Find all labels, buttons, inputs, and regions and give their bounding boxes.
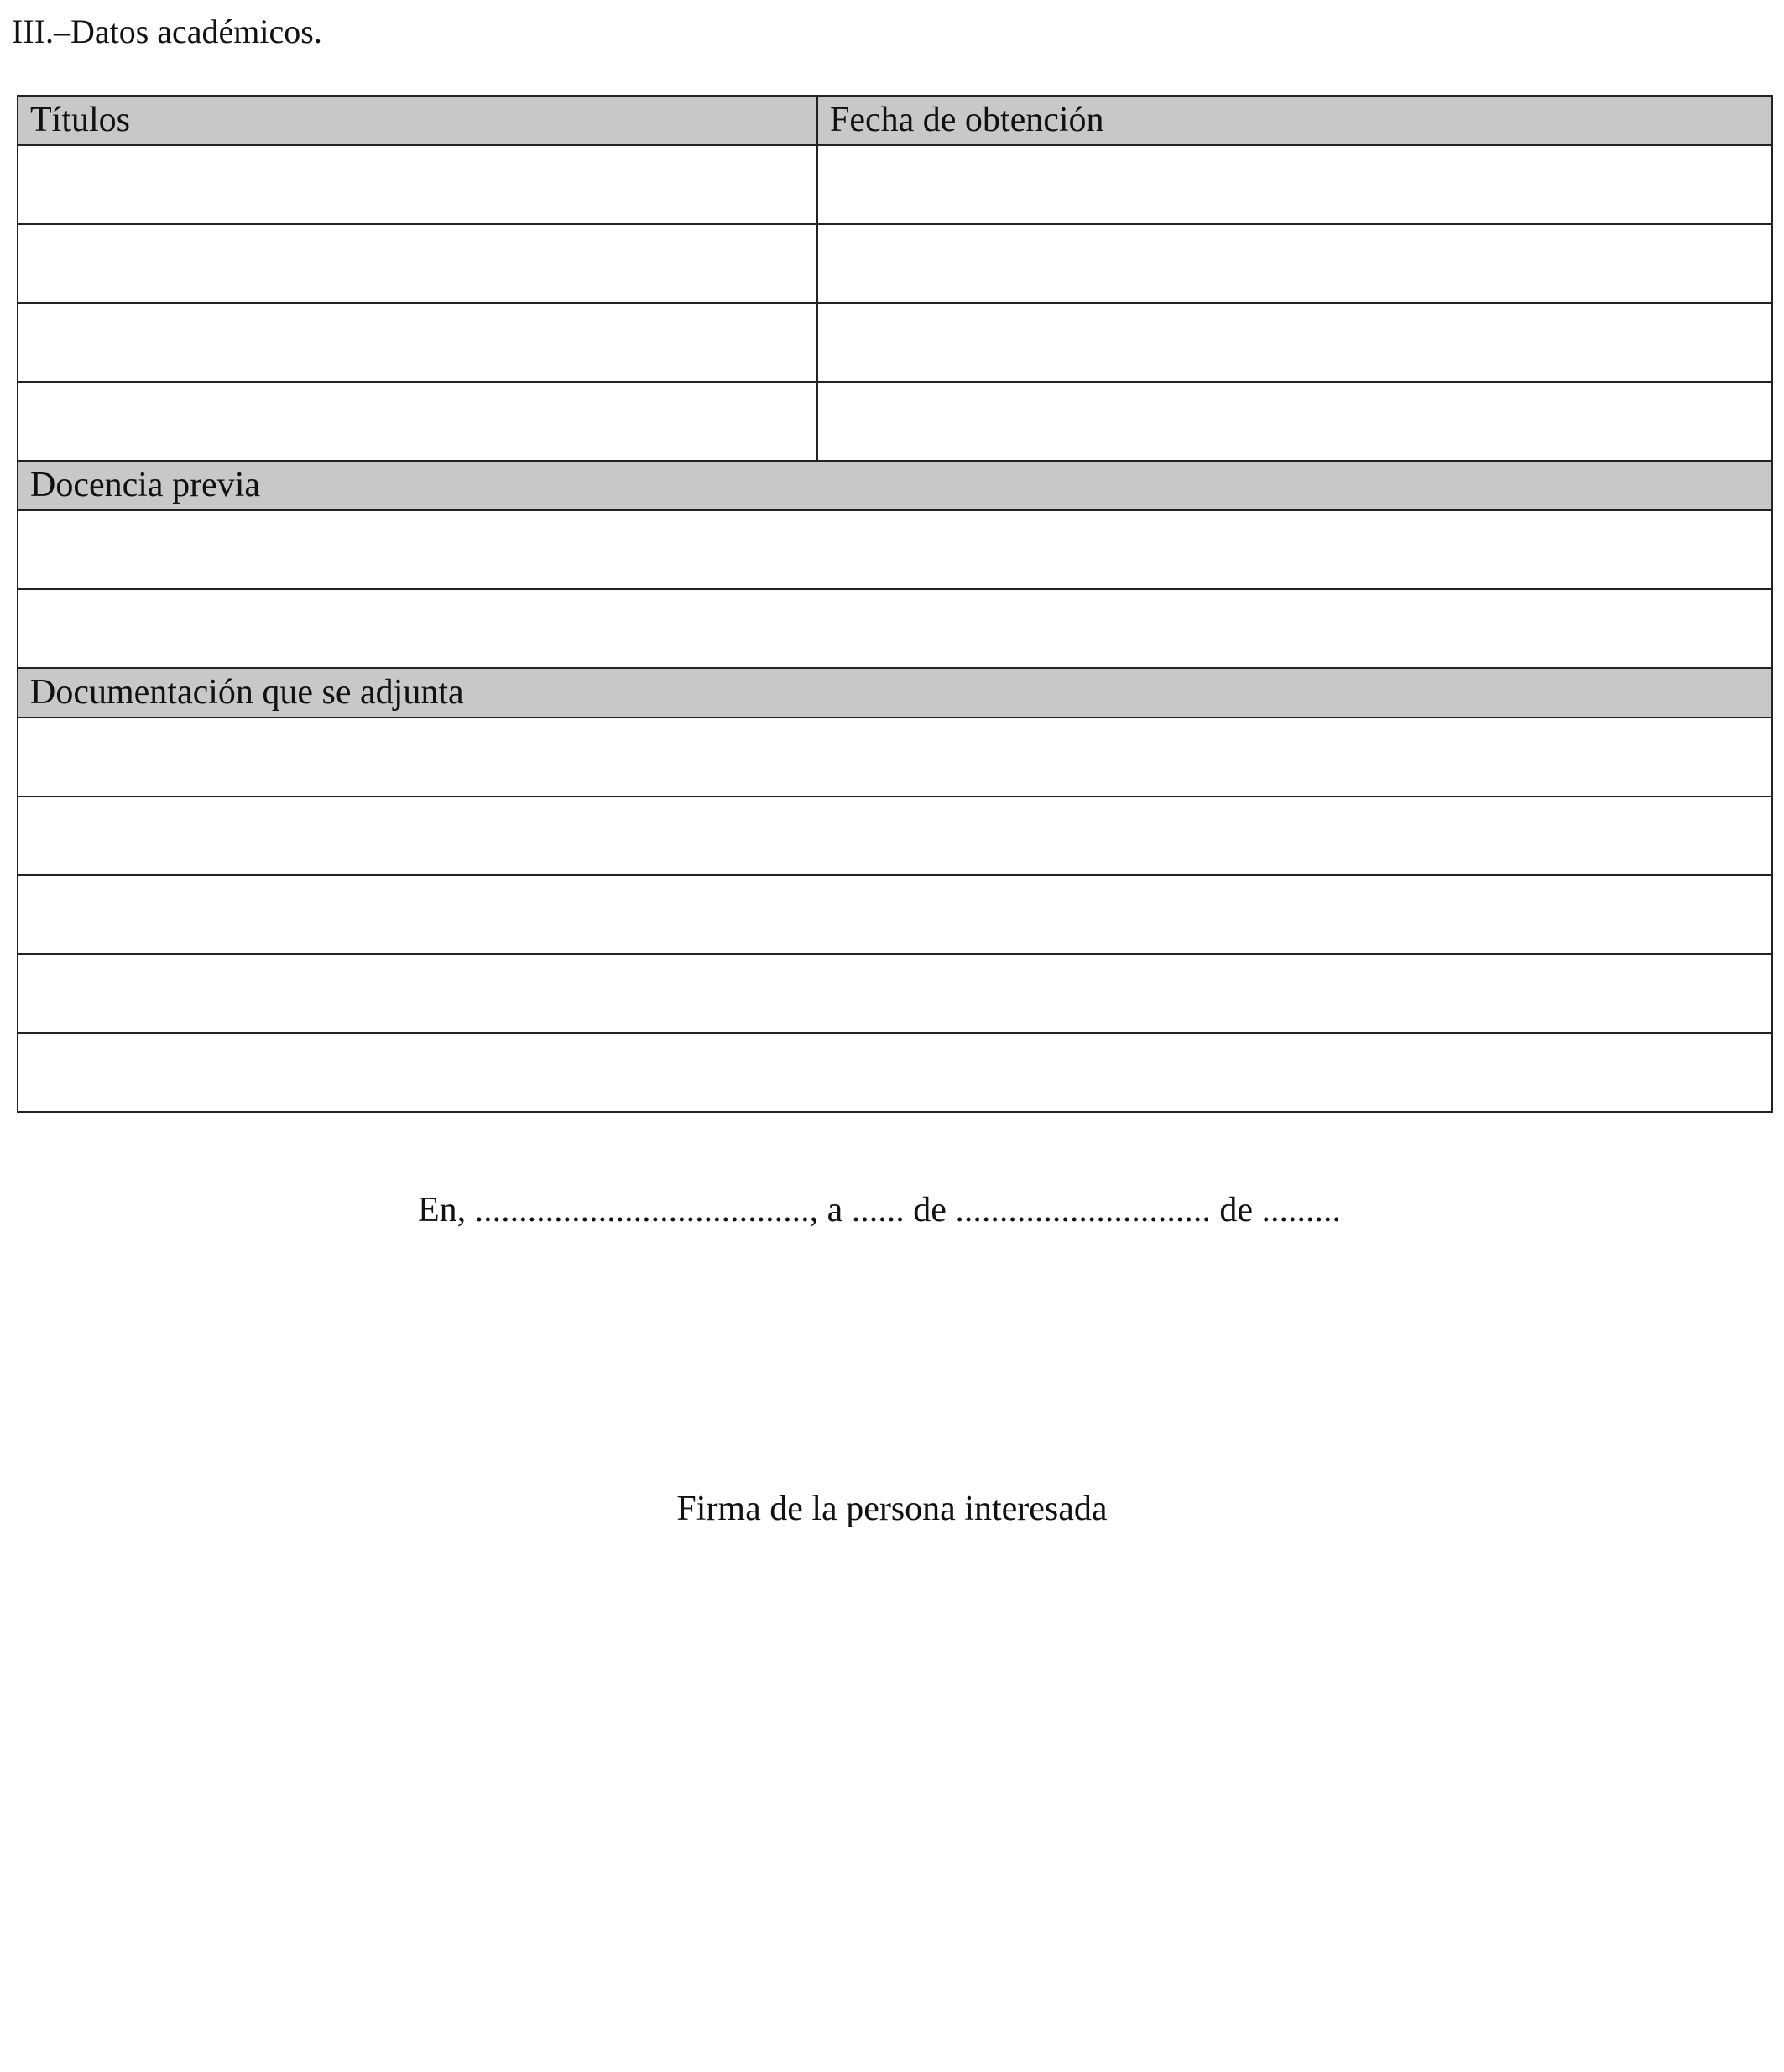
signature-label: Firma de la persona interesada <box>676 1490 1108 1528</box>
signature-block <box>0 1484 1784 1534</box>
titulos-header-row <box>18 96 1772 145</box>
documentacion-header-row <box>18 668 1772 718</box>
fecha-column-header: Fecha de obtención <box>817 96 1772 145</box>
documentacion-input-cell[interactable] <box>18 796 1772 875</box>
titulos-row <box>18 303 1772 382</box>
date-place-line <box>0 1185 1784 1235</box>
titulos-row <box>18 224 1772 303</box>
documentacion-row <box>18 875 1772 954</box>
titulo-input-cell[interactable] <box>18 303 817 382</box>
docencia-previa-header: Docencia previa <box>18 461 1772 510</box>
titulos-row <box>18 382 1772 461</box>
documentacion-input-cell[interactable] <box>18 1033 1772 1112</box>
docencia-input-cell[interactable] <box>18 510 1772 589</box>
docencia-row <box>18 589 1772 668</box>
docencia-input-cell[interactable] <box>18 589 1772 668</box>
docencia-header-row <box>18 461 1772 510</box>
documentacion-header: Documentación que se adjunta <box>18 668 1772 718</box>
documentacion-input-cell[interactable] <box>18 875 1772 954</box>
fecha-input-cell[interactable] <box>817 303 1772 382</box>
section-title: III.–Datos académicos. <box>12 13 322 50</box>
academic-data-table <box>17 95 1773 1113</box>
titulo-input-cell[interactable] <box>18 145 817 224</box>
documentacion-input-cell[interactable] <box>18 954 1772 1033</box>
documentacion-row <box>18 796 1772 875</box>
docencia-row <box>18 510 1772 589</box>
fecha-input-cell[interactable] <box>817 145 1772 224</box>
documentacion-row <box>18 718 1772 796</box>
titulos-column-header: Títulos <box>18 96 817 145</box>
date-place-text: En, ......................................, a ...... de ............................. de ......... <box>417 1191 1342 1229</box>
fecha-input-cell[interactable] <box>817 224 1772 303</box>
titulo-input-cell[interactable] <box>18 382 817 461</box>
documentacion-row <box>18 1033 1772 1112</box>
titulos-row <box>18 145 1772 224</box>
fecha-input-cell[interactable] <box>817 382 1772 461</box>
titulo-input-cell[interactable] <box>18 224 817 303</box>
documentacion-input-cell[interactable] <box>18 718 1772 796</box>
documentacion-row <box>18 954 1772 1033</box>
